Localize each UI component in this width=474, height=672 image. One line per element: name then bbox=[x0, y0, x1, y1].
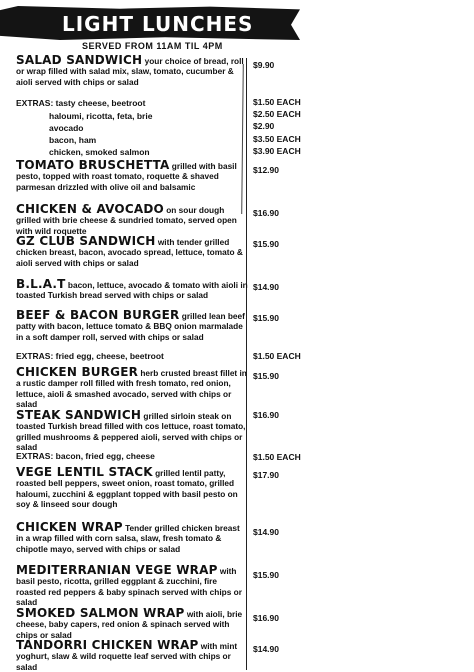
item-desc: topped with roast tomato, roquette & shaved parmesan drizzled with olive oil and balsamic bbox=[16, 171, 219, 192]
item-price: $14.90 bbox=[253, 527, 279, 537]
menu-item-bruschetta bbox=[16, 160, 248, 192]
item-price: $15.90 bbox=[253, 239, 279, 249]
extras-salad bbox=[16, 98, 248, 108]
item-desc: bacon, lettuce tomato & BBQ onion marmalade in a soft damper roll, served with chips or salad bbox=[16, 321, 243, 342]
menu-item-chicken-burger bbox=[16, 367, 248, 410]
item-desc: cheese & sundried tomato, served open with wild roquette bbox=[16, 215, 237, 236]
item-price: $15.90 bbox=[253, 371, 279, 381]
item-desc: & wild roquette leaf served with chips or salad bbox=[16, 651, 231, 672]
item-price: $16.90 bbox=[253, 410, 279, 420]
item-price: $15.90 bbox=[253, 313, 279, 323]
item-name: SALAD SANDWICH bbox=[16, 53, 143, 67]
item-name: VEGE LENTIL STACK bbox=[16, 465, 153, 479]
extras-beef bbox=[16, 351, 248, 361]
item-name: TANDORRI CHICKEN WRAP bbox=[16, 638, 199, 652]
item-name: SMOKED SALMON WRAP bbox=[16, 606, 185, 620]
menu-item-mediterranian-wrap bbox=[16, 565, 248, 608]
extra-price: $3.90 EACH bbox=[253, 146, 301, 156]
menu-subtitle: SERVED FROM 11AM TIL 4PM bbox=[82, 41, 223, 51]
item-desc-lead: your choice of bread, bbox=[142, 56, 229, 66]
extra-price: $1.50 EACH bbox=[253, 97, 301, 107]
item-name: CHICKEN & AVOCADO bbox=[16, 202, 164, 216]
item-desc-lead: with tender grilled chicken breast, bbox=[16, 237, 230, 258]
item-name: BEEF & BACON BURGER bbox=[16, 308, 180, 322]
item-price: $12.90 bbox=[253, 165, 279, 175]
menu-item-gz-club bbox=[16, 236, 248, 268]
item-desc-lead: with mint yoghurt, slaw bbox=[16, 641, 238, 662]
menu-item-blat bbox=[16, 279, 248, 301]
item-desc: in toasted Turkish bread served with chips or salad bbox=[16, 280, 248, 301]
item-price: $17.90 bbox=[253, 470, 279, 480]
extra-price: $3.50 EACH bbox=[253, 134, 301, 144]
item-desc-lead: grilled with basil pesto, bbox=[16, 161, 237, 182]
item-desc-lead: grilled lentil patty, roasted bbox=[16, 468, 226, 489]
extras-label: EXTRAS: fried egg, cheese, beetroot bbox=[16, 351, 164, 361]
menu-item-steak-sandwich bbox=[16, 410, 248, 453]
extras-steak bbox=[16, 451, 248, 461]
item-desc: filled with corn salsa, slaw, fresh tomato & chipotle mayo, served with chips or salad bbox=[16, 533, 222, 554]
item-desc: damper roll filled with fresh tomato, red onion, lettuce, aioli & smashed avocado, served with chips or salad bbox=[16, 378, 232, 410]
item-desc: Turkish bread filled with cos lettuce, roast tomato, grilled mushrooms & peppered aioli, served with chips or salad bbox=[16, 421, 246, 453]
extra-price: $1.50 EACH bbox=[253, 452, 301, 462]
extra-price: $2.90 bbox=[253, 121, 275, 131]
extra-row: chicken, smoked salmon bbox=[49, 147, 150, 157]
item-desc-lead: herb crusted breast fillet in a rustic bbox=[16, 368, 247, 389]
item-name: B.L.A.T bbox=[16, 277, 66, 291]
item-name: CHICKEN WRAP bbox=[16, 520, 123, 534]
item-name: GZ CLUB SANDWICH bbox=[16, 234, 156, 248]
item-desc: capers, red onion & spinach served with chips or salad bbox=[16, 619, 230, 640]
extra-row: haloumi, ricotta, feta, brie bbox=[49, 111, 153, 121]
menu-item-vege-lentil-stack bbox=[16, 467, 248, 510]
extras-label: EXTRAS: bacon, fried egg, cheese bbox=[16, 451, 155, 461]
item-desc-lead: on sour dough grilled with brie bbox=[16, 205, 225, 226]
item-price: $16.90 bbox=[253, 208, 279, 218]
item-price: $9.90 bbox=[253, 60, 275, 70]
item-desc: ricotta, grilled eggplant & zucchini, fire roasted red peppers & baby spinach served with chips or salad bbox=[16, 576, 242, 608]
item-desc-lead: with basil pesto, bbox=[16, 566, 237, 587]
extra-price: $1.50 EACH bbox=[253, 351, 301, 361]
item-name: CHICKEN BURGER bbox=[16, 365, 139, 379]
item-desc: bell peppers, sweet onion, roast tomato, grilled haloumi, zucchini & eggplant topped with basil pesto on soy & linseed sour dough bbox=[16, 478, 238, 510]
item-price: $15.90 bbox=[253, 570, 279, 580]
item-desc-lead: grilled lean beef patty with bbox=[16, 311, 245, 332]
item-price: $14.90 bbox=[253, 282, 279, 292]
item-price: $16.90 bbox=[253, 613, 279, 623]
item-desc-lead: grilled sirloin steak on toasted bbox=[16, 411, 232, 432]
item-desc-lead: Tender grilled chicken breast in a wrap bbox=[16, 523, 240, 544]
menu-item-chicken-avocado bbox=[16, 204, 248, 236]
menu-item-salad-sandwich bbox=[16, 55, 248, 87]
item-price: $14.90 bbox=[253, 644, 279, 654]
menu-item-beef-bacon-burger bbox=[16, 310, 248, 342]
extra-row: avocado bbox=[49, 123, 84, 133]
item-name: TOMATO BRUSCHETTA bbox=[16, 158, 170, 172]
item-desc: bacon, avocado spread, lettuce, tomato & aioli served with chips or salad bbox=[16, 247, 243, 268]
extra-row: bacon, ham bbox=[49, 135, 97, 145]
menu-item-tandorri-chicken-wrap bbox=[16, 640, 248, 672]
item-name: STEAK SANDWICH bbox=[16, 408, 142, 422]
item-desc: roll or wrap filled with salad mix, slaw, tomato, cucumber & aioli served with chips or salad bbox=[16, 56, 244, 87]
item-desc-lead: with aioli, brie cheese, baby bbox=[16, 609, 243, 630]
item-desc-lead: bacon, lettuce, avocado & tomato with aioli bbox=[65, 280, 238, 290]
menu-title: LIGHT LUNCHES bbox=[62, 12, 254, 36]
item-name: MEDITERRANIAN VEGE WRAP bbox=[16, 563, 218, 577]
extra-price: $2.50 EACH bbox=[253, 109, 301, 119]
extras-label: EXTRAS: tasty cheese, beetroot bbox=[16, 98, 146, 108]
menu-item-chicken-wrap bbox=[16, 522, 248, 554]
menu-item-smoked-salmon-wrap bbox=[16, 608, 248, 640]
